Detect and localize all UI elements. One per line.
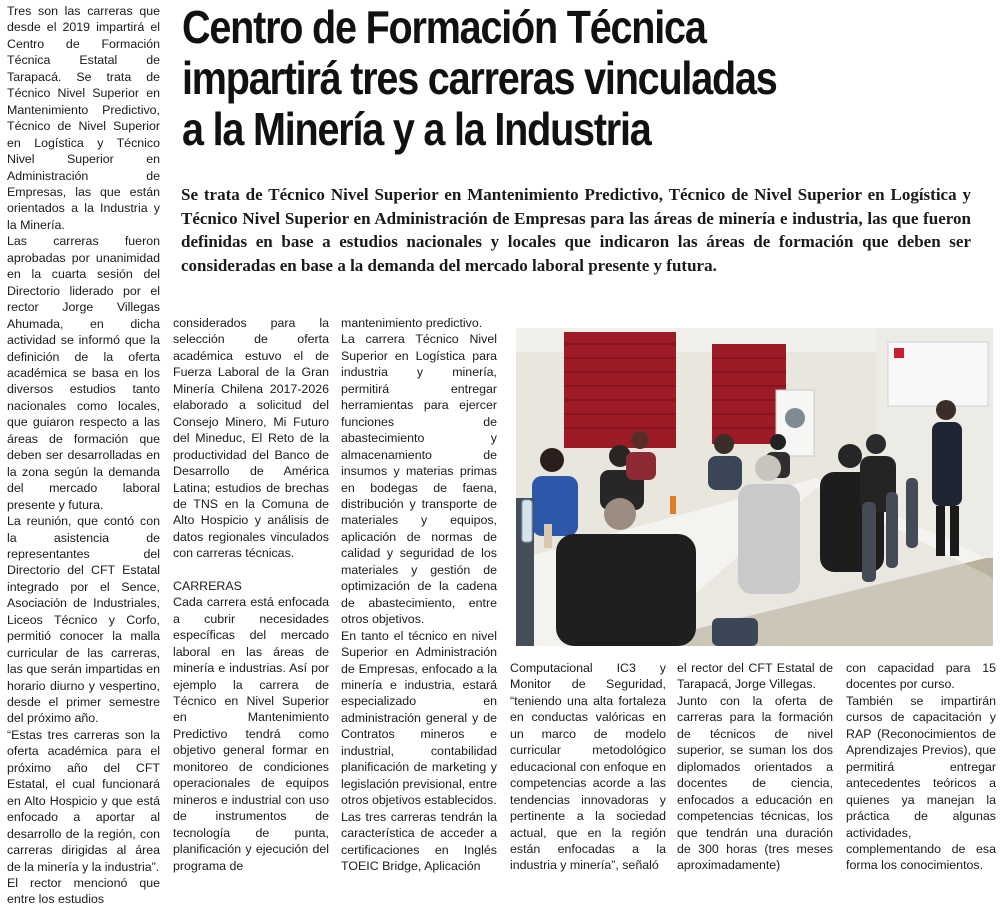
paragraph: En tanto el técnico en nivel Superior en Administración de Empresas, enfocado a la minería e industria, estará especializado en administración general y de Contratos mineros e industrial, contabilidad planificación de marketing y legislación previsional, entre otros objetivos establecidos. (341, 628, 497, 808)
paragraph: Computacional IC3 y Monitor de Seguridad, “teniendo una alta fortaleza en conductas valóricas en un marco de modelo curricular metodológico educacional con enfoque en competencias acorde a las tendencias innovadoras y pertinente a la sociedad actual, que en la región están enfocadas a la industria y minería”, señaló (510, 661, 666, 873)
paragraph: Las carreras fueron aprobadas por unanimidad en la cuarta sesión del Directorio liderado por el rector Jorge Villegas Ahumada, en dicha actividad se informó que la definición de la oferta académica se basa en los diversos estudios tanto nacionales como locales, que guiaron respecto a las áreas de formación que deben ser desarrolladas en la zona según la demanda del mercado laboral presente y futura. (7, 234, 160, 512)
headline (182, 2, 883, 155)
paragraph: También se impartirán cursos de capacitación y RAP (Reconocimientos de Aprendizajes Previos), que permitirá entregar antecedentes teóricos a quienes ya manejan la práctica de algunas actividades, complementando de esa forma los conocimientos. (846, 693, 996, 873)
paragraph: mantenimiento predictivo. (341, 316, 483, 330)
headline-line: impartirá tres carreras vinculadas (182, 52, 777, 104)
paragraph: Junto con la oferta de carreras para la formación de técnicos de nivel superior, se suman los dos diplomados orientados a docentes de ciencia, enfocados a educación en competencias técnicas, los que tendrán una duración de 300 horas (tres meses aproximadamente) (677, 693, 833, 873)
paragraph: el rector del CFT Estatal de Tarapacá, Jorge Villegas. (677, 661, 833, 692)
article-column-6 (846, 660, 996, 874)
paragraph: Tres son las carreras que desde el 2019 impartirá el Centro de Formación Técnica Estatal de Tarapacá. Se trata de Técnico Nivel Superior en Mantenimiento Predictivo, Técnico de Nivel Superior en Logística y Técnico Nivel Superior en Administración de Empresas, las que están orientados a la Industria y la Minería. (7, 4, 160, 232)
meeting-photo (516, 328, 993, 646)
paragraph: La reunión, que contó con la asistencia de representantes del Directorio del CFT Estatal integrado por el Sence, Asociación de Industriales, Liceos Técnico y Corfo, permitió conocer la malla curricular de las carreras, las que serán impartidas en horario diurno y vespertino, desde el primer semestre del próximo año. (7, 514, 160, 726)
paragraph: considerados para la selección de oferta académica estuvo el de Fuerza Laboral de la Gran Minería Chilena 2017-2026 elaborado a solicitud del Consejo Minero, Mi Futuro del Mineduc, El Reto de la productividad del Banco de Desarrollo de América Latina; estudios de brechas de TNS en la Comuna de Alto Hospicio y análisis de datos regionales vinculados con carreras técnicas. (173, 316, 329, 561)
paragraph: El rector mencionó que entre los estudios (7, 876, 160, 907)
paragraph: con capacidad para 15 docentes por curso. (846, 661, 996, 692)
headline-line: Centro de Formación Técnica (182, 1, 706, 53)
article-column-5 (677, 660, 833, 874)
headline-line: a la Minería y a la Industria (182, 103, 651, 155)
lede-paragraph: Se trata de Técnico Nivel Superior en Mantenimiento Predictivo, Técnico de Nivel Superior en Logística y Técnico Nivel Superior en Administración de Empresas para las áreas de minería e industria, las que fueron definidas en base a estudios nacionales y locales que indicaron las áreas de formación que deben ser consideradas en base a la demanda del mercado laboral presente y futura. (181, 185, 971, 275)
paragraph: La carrera Técnico Nivel Superior en Logística para industria y minería, permitirá entregar herramientas para ejercer funciones de abastecimiento y almacenamiento de insumos y materias primas en bodegas de faena, distribución y transporte de materiales y equipos, aplicación de normas de calidad y seguridad de los materiales y gestión de optimización de la cadena de abastecimiento, entre otros objetivos. (341, 332, 497, 627)
article-column-2 (173, 315, 329, 874)
paragraph: “Estas tres carreras son la oferta académica para el próximo año del CFT Estatal, el cual funcionará en Alto Hospicio y que está enfocado a aportar al desarrollo de la región, con carreras dirigidas al área de la minería y la industria”. (7, 727, 160, 874)
article-column-1 (7, 3, 160, 908)
paragraph: Cada carrera está enfocada a cubrir necesidades específicas del mercado laboral en las áreas de minería e industrias. Así por ejemplo la carrera de Técnico en Nivel Superior en Mantenimiento Predictivo tendrá como objetivo general formar en monitoreo de condiciones operacionales de equipos mineros e industrial con uso de instrumentos de tecnología de punta, planificación y ejecución del programa de (173, 595, 329, 873)
article-column-4 (510, 660, 666, 874)
paragraph: Las tres carreras tendrán la característica de acceder a certificaciones en Inglés TOEIC Bridge, Aplicación (341, 809, 497, 873)
article-column-3 (341, 315, 497, 874)
section-subhead: CARRERAS (173, 578, 242, 593)
